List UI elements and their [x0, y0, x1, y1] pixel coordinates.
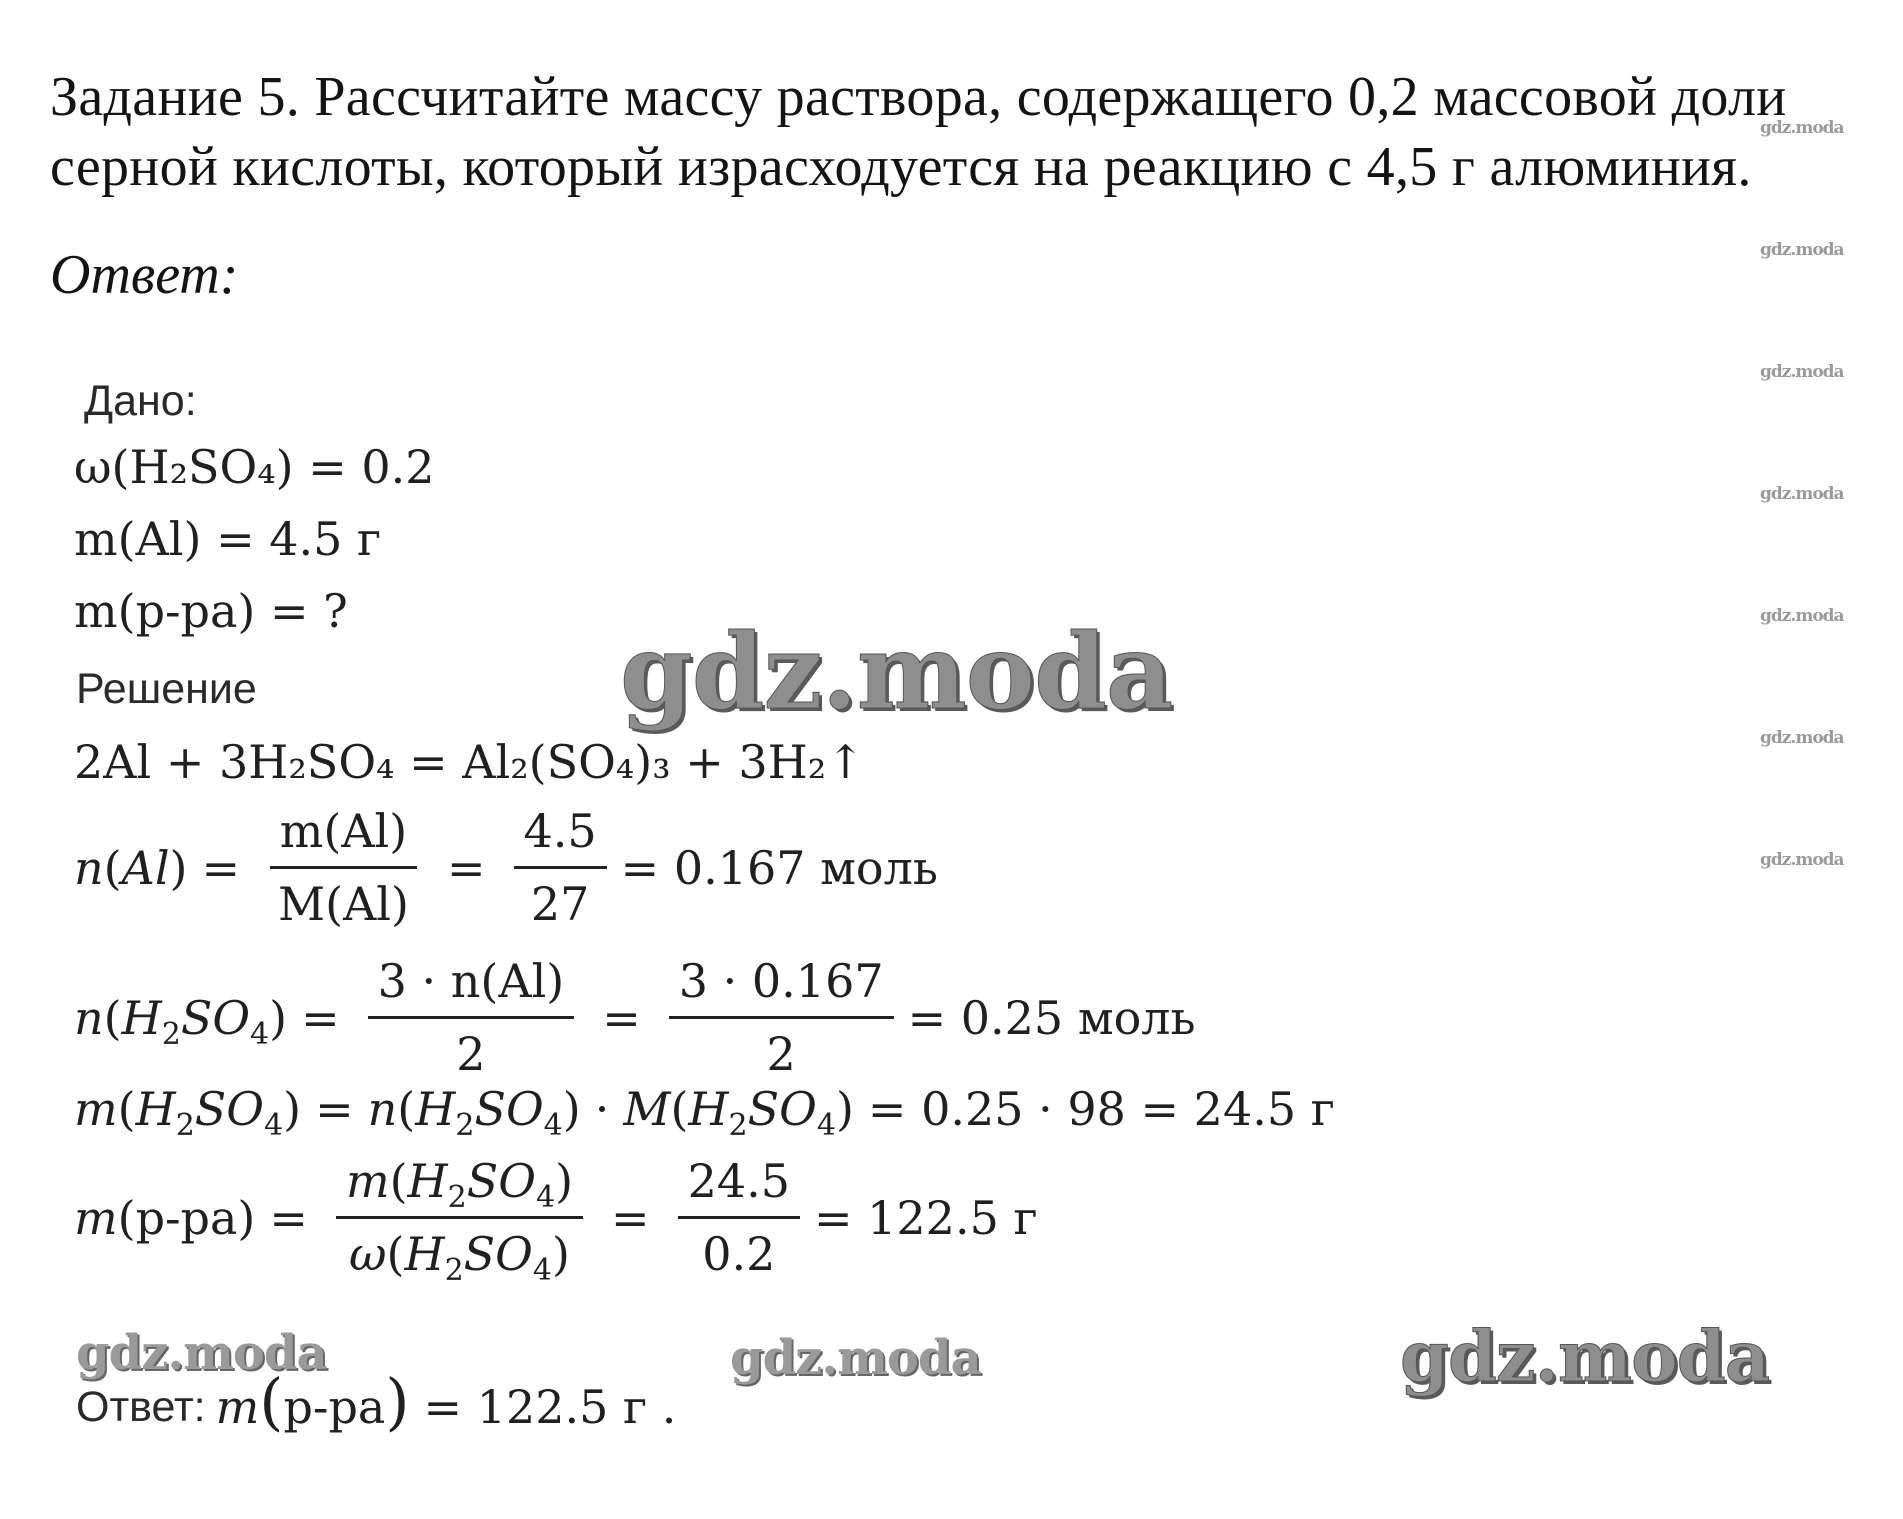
formula-m-h2so4: $m(H_2SO_4)$ = $n(H_2SO_4)$ · $M(H_2SO_4)$ = 0.25 · 98 = 24.5 г [74, 1082, 1335, 1143]
n-h2so4-result: = 0.25 моль [907, 990, 1196, 1045]
n-al-result: = 0.167 моль [620, 840, 938, 895]
task-statement [50, 62, 1880, 202]
given-mass-fraction [74, 440, 435, 494]
m-h2so4-result: = 0.25 · 98 = 24.5 г [867, 1082, 1335, 1136]
fraction-stoichiometry [368, 950, 575, 1085]
given-solution-mass-text: m(р-ра) = ? [74, 584, 348, 638]
formula-m-solution: m(р-ра) = $\frac{m(H_2SO_4)}{\omega(H_2SO_4)}$ = $\frac{24.5}{0.2}$ = 122.5 г [74, 1150, 1038, 1285]
solution-label: Решение [76, 665, 257, 713]
fraction-denominator: 2 [766, 1027, 796, 1081]
final-answer-label: Ответ: [76, 1382, 206, 1431]
watermark: gdz.moda [730, 1330, 981, 1386]
fraction-numerator: 4.5 [514, 800, 607, 869]
reaction-equation-text: 2Al + 3H₂SO₄ = Al₂(SO₄)₃ + 3H₂↑ [74, 735, 865, 789]
given-solution-mass [74, 584, 348, 638]
answer-heading: Ответ: [50, 244, 239, 306]
final-answer-value: = 122.5 г . [423, 1380, 677, 1434]
watermark: gdz.moda [1760, 240, 1844, 260]
given-aluminium-mass [74, 512, 381, 566]
watermark: gdz.moda [1760, 606, 1844, 626]
fraction-values [514, 800, 607, 935]
final-answer: Ответ: m(р-ра) = 122.5 г . [76, 1365, 677, 1438]
fraction-denominator: 0.2 [702, 1227, 776, 1281]
formula-n-al: n(Al) = $\frac{m(Al)}{M(Al)}$ = $\frac{4.5}{27}$ = 0.167 моль [74, 800, 938, 935]
watermark: gdz.moda [76, 1325, 327, 1381]
watermark: gdz.moda [1760, 362, 1844, 382]
fraction-mass-over-fraction: $\frac{m(H_2SO_4)}{\omega(H_2SO_4)}$ [336, 1150, 583, 1285]
reaction-equation [74, 735, 865, 789]
watermark: gdz.moda [1760, 484, 1844, 504]
fraction-numerator: 3 · n(Al) [368, 950, 575, 1019]
given-aluminium-mass-text: m(Al) = 4.5 г [74, 512, 382, 566]
task-line-2: серной кислоты, который израсходуется на реакцию с 4,5 г алюминия. [50, 136, 1752, 198]
fraction-denominator: 2 [456, 1027, 486, 1081]
m-solution-result: = 122.5 г [813, 1190, 1038, 1245]
fraction-values [678, 1150, 800, 1285]
watermark: gdz.moda [1760, 850, 1844, 870]
fraction-denominator: M(Al) [278, 877, 409, 931]
formula-n-h2so4: $n(H_2SO_4)$ = $\frac{3 \cdot n(Al)}{2}$ = $\frac{3 \cdot 0.167}{2}$ = 0.25 моль [74, 950, 1196, 1085]
given-label: Дано: [84, 377, 197, 425]
watermark-large: gdz.moda [1400, 1315, 1770, 1398]
fraction-mass-over-molar [268, 800, 419, 935]
fraction-values [669, 950, 894, 1085]
watermark: gdz.moda [1760, 118, 1844, 138]
fraction-denominator: 27 [530, 877, 590, 931]
fraction-numerator: 24.5 [678, 1150, 800, 1219]
watermark-large: gdz.moda [620, 610, 1173, 733]
given-mass-fraction-text: ω(H₂SO₄) = 0.2 [74, 440, 435, 494]
watermark: gdz.moda [1760, 728, 1844, 748]
fraction-numerator: 3 · 0.167 [669, 950, 894, 1019]
task-line-1: Задание 5. Рассчитайте массу раствора, содержащего 0,2 массовой доли [50, 66, 1787, 128]
fraction-numerator: m(Al) [270, 800, 417, 869]
